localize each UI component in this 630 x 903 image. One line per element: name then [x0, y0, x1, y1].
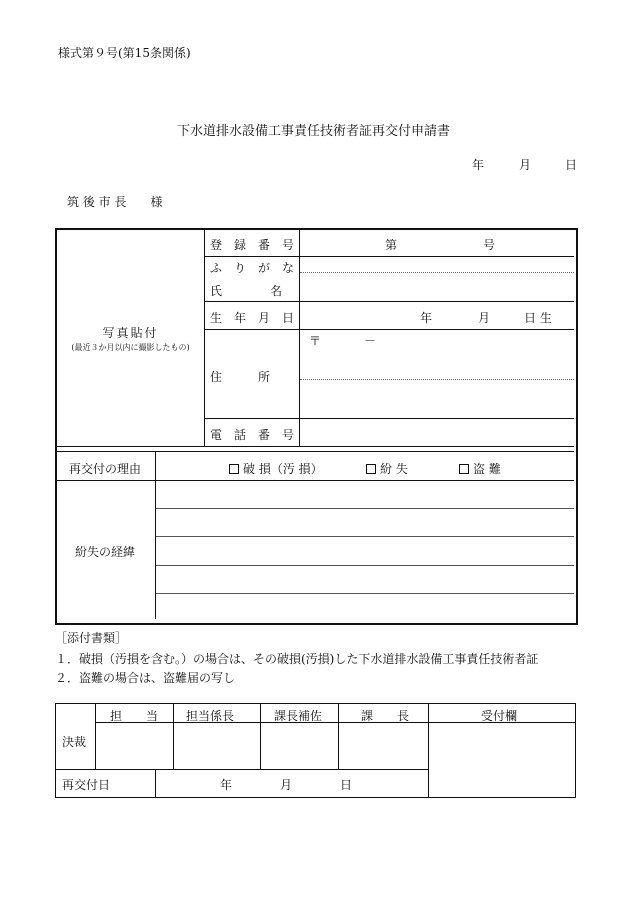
- writing-line: [156, 508, 574, 509]
- column-divider: [173, 703, 174, 769]
- birth-day-label: 日 生: [524, 311, 552, 325]
- divider: [55, 769, 429, 770]
- reg-number-go: 号: [483, 238, 496, 252]
- tanto-kakaricho-header: 担当係長: [186, 709, 235, 723]
- birthdate-label: 生 年 月 日: [210, 311, 295, 325]
- reissue-day-label: 日: [340, 778, 353, 792]
- reissue-year-label: 年: [220, 778, 233, 792]
- column-divider: [95, 703, 96, 769]
- reissue-date-label: 再交付日: [62, 778, 111, 792]
- loss-label: 紛失の経緯: [75, 545, 136, 559]
- checkbox-icon[interactable]: [229, 464, 239, 474]
- date-year-label: 年: [472, 158, 485, 172]
- column-divider: [338, 703, 339, 769]
- checkbox-icon[interactable]: [459, 464, 469, 474]
- page-title: 下水道排水設備工事責任技術者証再交付申請書: [177, 124, 451, 139]
- reason-option-damage[interactable]: 破 損（汚 損）: [229, 460, 323, 477]
- address-label: 住 所: [210, 370, 271, 384]
- birth-month-label: 月: [478, 311, 491, 325]
- divider: [205, 256, 574, 257]
- attachment-item-2: ２．盗難の場合は、盗難届の写し: [55, 671, 236, 685]
- divider: [205, 301, 574, 302]
- writing-line: [156, 536, 574, 537]
- uketsuke-header: 受付欄: [481, 709, 518, 723]
- column-divider: [428, 703, 429, 797]
- reason-label: 再交付の理由: [69, 462, 142, 476]
- birth-year-label: 年: [420, 311, 433, 325]
- divider: [205, 329, 574, 330]
- postal-mark: 〒: [309, 334, 322, 348]
- writing-line: [156, 593, 574, 594]
- name-label: 氏 名: [210, 284, 283, 298]
- attachment-item-1: １．破損（汚損を含む。）の場合は、その破損(汚損)した下水道排水設備工事責任技術者証: [55, 652, 539, 666]
- column-divider: [260, 703, 261, 769]
- date-month-label: 月: [519, 158, 532, 172]
- column-divider: [155, 769, 156, 797]
- photo-label: 写真貼付: [102, 326, 159, 340]
- reg-number-dai: 第: [385, 238, 398, 252]
- kacho-header: 課 長: [361, 709, 410, 723]
- tanto-header: 担 当: [110, 709, 159, 723]
- divider: [57, 446, 574, 447]
- furigana-label: ふ り が な: [210, 261, 295, 275]
- reissue-month-label: 月: [280, 778, 293, 792]
- phone-label: 電 話 番 号: [210, 428, 295, 442]
- form-number: 様式第９号(第15条関係): [58, 46, 191, 60]
- kacho-hosa-header: 課長補佐: [274, 709, 323, 723]
- attachments-heading: ［添付書類］: [55, 631, 128, 645]
- reason-option-stolen[interactable]: 盗 難: [459, 460, 501, 477]
- address-divider: [300, 379, 574, 380]
- photo-note: (最近３か月以内に撮影したもの): [71, 343, 190, 352]
- writing-line: [156, 565, 574, 566]
- date-day-label: 日: [565, 158, 578, 172]
- postal-dash: －: [364, 334, 377, 348]
- reason-option-lost[interactable]: 紛 失: [366, 460, 408, 477]
- furigana-divider: [300, 272, 574, 273]
- divider: [57, 480, 574, 481]
- kessai-label: 決裁: [62, 735, 87, 749]
- divider: [57, 451, 574, 452]
- checkbox-icon[interactable]: [366, 464, 376, 474]
- photo-area: [57, 230, 205, 447]
- divider: [205, 418, 574, 419]
- reg-number-label: 登 録 番 号: [210, 238, 295, 252]
- addressee: 筑 後 市 長 様: [67, 195, 163, 209]
